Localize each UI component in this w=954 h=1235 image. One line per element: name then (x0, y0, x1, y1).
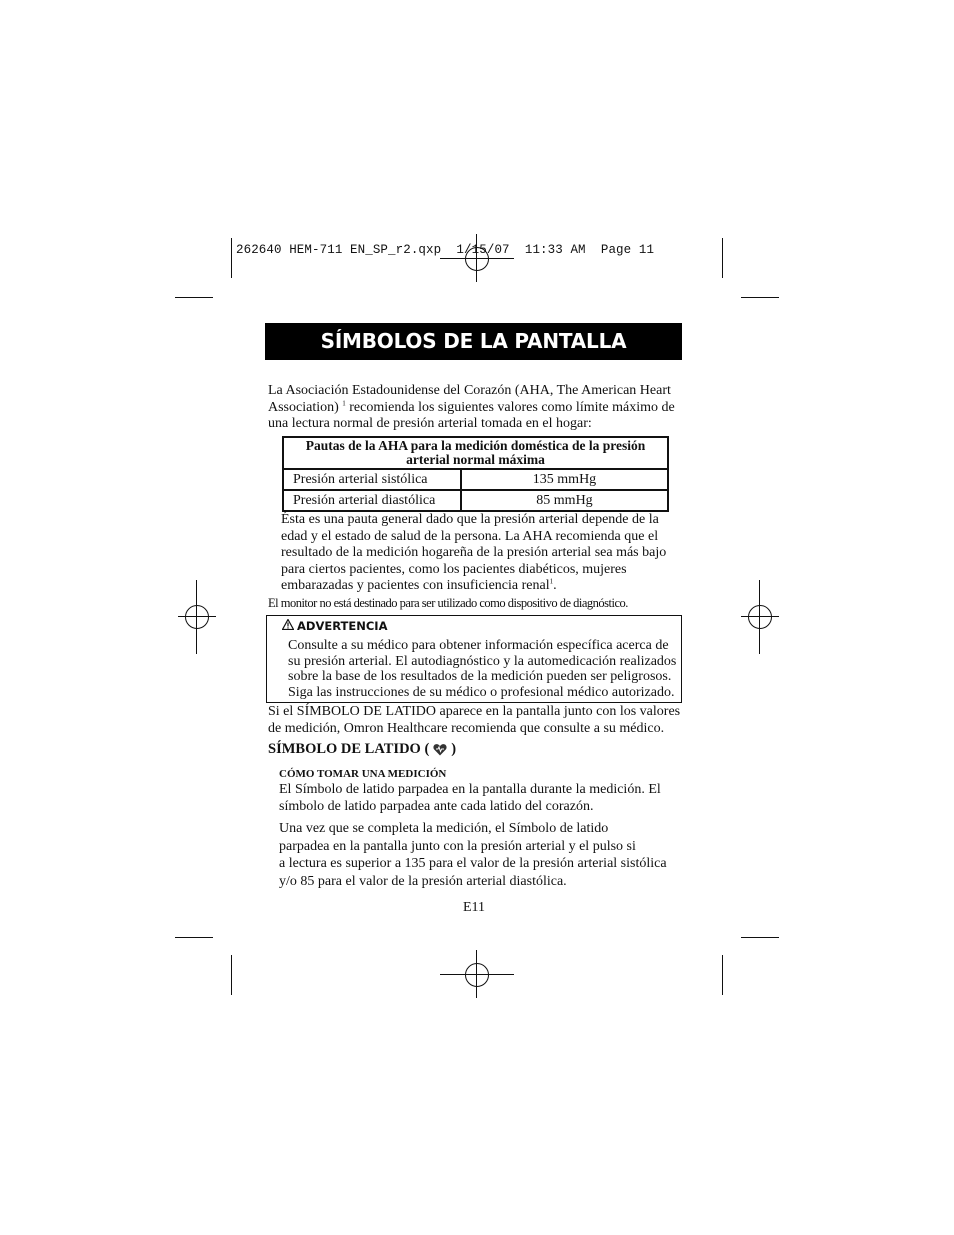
table-row (284, 470, 667, 489)
guideline-note (281, 512, 681, 595)
crop-mark (231, 238, 232, 278)
heartbeat-advice: Si el SÍMBOLO DE LATIDO aparece en la pantalla junto con los valores de medición, Omron Healthcare recomienda que consulte a su médico. (268, 704, 681, 736)
crop-mark (175, 297, 213, 298)
page-number: E11 (463, 900, 486, 915)
footnote-ref: 1 (549, 577, 554, 586)
table-cell-label: Presión arterial sistólica (284, 470, 462, 489)
crop-mark (722, 955, 723, 995)
disclaimer: El monitor no está destinado para ser utilizado como dispositivo de diagnóstico. (268, 596, 628, 610)
text-line: Una vez que se completa la medición, el Símbolo de latido (279, 821, 609, 836)
registration-mark-right (741, 580, 779, 654)
warning-title: ADVERTENCIA (297, 619, 388, 633)
text-line: a lectura es superior a 135 para el valor de la presión arterial sistólica (279, 856, 667, 871)
table-row (284, 489, 667, 510)
page-title: SÍMBOLOS DE LA PANTALLA (265, 323, 682, 360)
heart-icon (433, 743, 447, 756)
section-heading: SÍMBOLO DE LATIDO ( ) (268, 741, 457, 757)
warning-text: Consulte a su médico para obtener información específica acerca de su presión arterial. El autodiagnóstico y la automedicación realizados sobre la base de los resultados de la medición pueden ser peligrosos. Siga las instrucciones de su médico o profesional médico autorizado. (288, 638, 677, 700)
registration-mark-bottom (440, 950, 514, 998)
crop-mark (231, 955, 232, 995)
crop-mark (741, 297, 779, 298)
heartbeat-paragraph-2 (279, 820, 689, 890)
warning-triangle-icon (282, 619, 294, 633)
footnote-ref: 1 (342, 398, 346, 407)
crop-mark (175, 937, 213, 938)
text-line: parpadea en la pantalla junto con la presión arterial y el pulso si (279, 838, 636, 854)
print-slug: 262640 HEM-711 EN_SP_r2.qxp 1/15/07 11:33 AM Page 11 (236, 243, 655, 257)
note-end: . (553, 578, 557, 593)
intro-text-cont: recomienda los siguientes valores como límite máximo de una lectura normal de presión arterial tomada en el hogar: (268, 399, 675, 431)
table-header: Pautas de la AHA para la medición doméstica de la presión arterial normal máxima (284, 438, 667, 470)
subsection-heading: CÓMO TOMAR UNA MEDICIÓN (279, 768, 447, 780)
note-text: Ésta es una pauta general dado que la presión arterial depende de la edad y el estado de salud de la persona. La AHA recomienda que el resultado de la medición hogareña de la presión arterial sea más bajo para ciertos pacientes, como los pacientes diabéticos, mujeres embarazadas y pacientes con insuficiencia renal (281, 512, 667, 593)
intro-text: La Asociación Estadounidense del Corazón (AHA, The American Heart Association) (268, 383, 671, 415)
crop-mark (722, 238, 723, 278)
registration-mark-left (178, 580, 216, 654)
table-cell-value: 135 mmHg (532, 472, 597, 487)
warning-heading (282, 619, 387, 633)
intro-paragraph (268, 383, 688, 433)
aha-guidelines-table (282, 436, 669, 512)
table-cell-label: Presión arterial diastólica (284, 491, 462, 510)
table-cell-value: 85 mmHg (536, 493, 593, 508)
registration-mark-top (440, 234, 514, 282)
crop-mark (741, 937, 779, 938)
heartbeat-paragraph: El Símbolo de latido parpadea en la pantalla durante la medición. El símbolo de latido parpadea ante cada latido del corazón. (279, 782, 661, 814)
text-line: y/o 85 para el valor de la presión arterial diastólica. (279, 873, 567, 889)
